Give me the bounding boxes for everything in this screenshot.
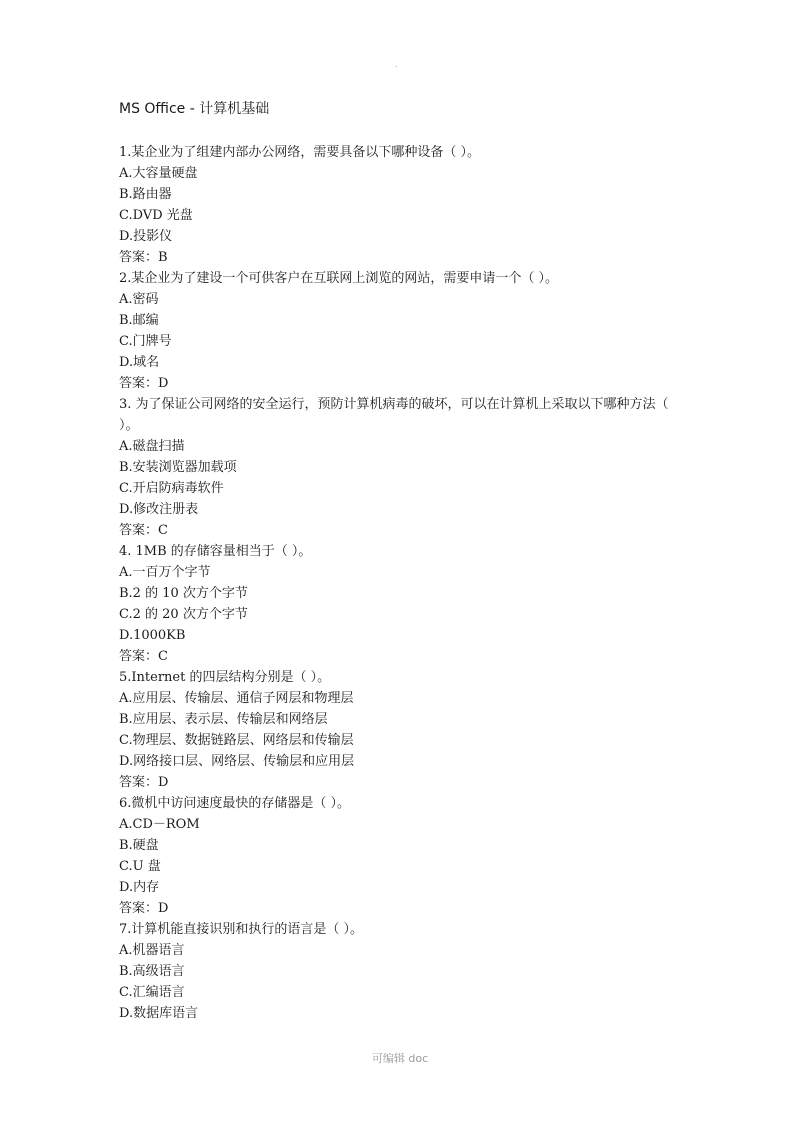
answer-line: 答案：B xyxy=(119,250,168,265)
option-a: A.磁盘扫描 xyxy=(119,439,185,454)
question-text: 2.某企业为了建设一个可供客户在互联网上浏览的网站，需要申请一个（ ）。 xyxy=(119,271,559,286)
option-b: B.2 的 10 次方个字节 xyxy=(119,586,248,601)
option-d: D.数据库语言 xyxy=(119,1006,199,1021)
question-6 xyxy=(119,793,689,919)
option-c: C.开启防病毒软件 xyxy=(119,481,224,496)
option-d: D.内存 xyxy=(119,880,160,895)
option-d: D.域名 xyxy=(119,355,160,370)
option-b: B.安装浏览器加载项 xyxy=(119,460,237,475)
option-a: A.CD－ROM xyxy=(119,817,200,832)
option-c: C.DVD 光盘 xyxy=(119,208,193,223)
option-c: C.汇编语言 xyxy=(119,985,185,1000)
question-text: 5.Internet 的四层结构分别是（ ）。 xyxy=(119,670,331,685)
question-1 xyxy=(119,142,689,268)
answer-line: 答案：C xyxy=(119,523,168,538)
option-b: B.邮编 xyxy=(119,313,159,328)
answer-line: 答案：D xyxy=(119,901,169,916)
option-b: B.应用层、表示层、传输层和网络层 xyxy=(119,712,328,727)
document-title: MS Office - 计算机基础 xyxy=(119,101,270,117)
question-list xyxy=(119,142,689,1024)
question-2 xyxy=(119,268,689,394)
document-body xyxy=(119,98,689,1024)
option-a: A.大容量硬盘 xyxy=(119,166,198,181)
option-b: B.路由器 xyxy=(119,187,172,202)
answer-line: 答案：D xyxy=(119,775,169,790)
question-text: 3. 为了保证公司网络的安全运行，预防计算机病毒的破坏，可以在计算机上采取以下哪种方法（ ）。 xyxy=(119,397,669,433)
option-c: C.2 的 20 次方个字节 xyxy=(119,607,248,622)
page-footer: 可编辑 doc xyxy=(371,1052,429,1065)
question-5 xyxy=(119,667,689,793)
question-7 xyxy=(119,919,689,1024)
option-d: D.修改注册表 xyxy=(119,502,199,517)
question-text: 4. 1MB 的存储容量相当于（ ）。 xyxy=(119,544,312,559)
answer-line: 答案：D xyxy=(119,376,169,391)
option-a: A.机器语言 xyxy=(119,943,185,958)
option-b: B.硬盘 xyxy=(119,838,159,853)
question-3 xyxy=(119,394,689,541)
option-d: D.1000KB xyxy=(119,628,186,643)
option-c: C.门牌号 xyxy=(119,334,172,349)
header-mark: . xyxy=(395,60,398,69)
answer-line: 答案：C xyxy=(119,649,168,664)
option-d: D.网络接口层、网络层、传输层和应用层 xyxy=(119,754,355,769)
question-4 xyxy=(119,541,689,667)
option-a: A.应用层、传输层、通信子网层和物理层 xyxy=(119,691,354,706)
option-b: B.高级语言 xyxy=(119,964,185,979)
option-c: C.物理层、数据链路层、网络层和传输层 xyxy=(119,733,354,748)
question-text: 6.微机中访问速度最快的存储器是（ ）。 xyxy=(119,796,351,811)
question-text: 7.计算机能直接识别和执行的语言是（ ）。 xyxy=(119,922,364,937)
question-text: 1.某企业为了组建内部办公网络，需要具备以下哪种设备（ ）。 xyxy=(119,145,481,160)
option-d: D.投影仪 xyxy=(119,229,173,244)
option-a: A.一百万个字节 xyxy=(119,565,211,580)
option-a: A.密码 xyxy=(119,292,159,307)
option-c: C.U 盘 xyxy=(119,859,161,874)
